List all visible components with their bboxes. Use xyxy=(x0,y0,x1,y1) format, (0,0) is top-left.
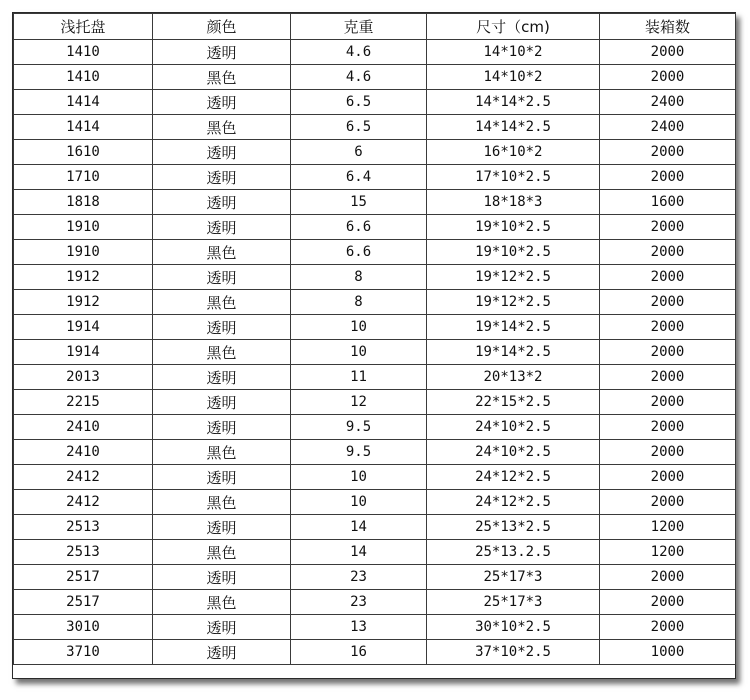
cell-size: 14*14*2.5 xyxy=(427,90,600,115)
cell-color: 黑色 xyxy=(153,65,291,90)
header-size: 尺寸（cm) xyxy=(427,14,600,40)
cell-size: 30*10*2.5 xyxy=(427,615,600,640)
cell-carton-qty: 2000 xyxy=(600,215,736,240)
cell-model: 1414 xyxy=(14,115,153,140)
cell-weight: 14 xyxy=(291,540,427,565)
cell-weight: 6.5 xyxy=(291,115,427,140)
table-row xyxy=(14,165,736,190)
cell-size: 25*17*3 xyxy=(427,565,600,590)
cell-model: 2215 xyxy=(14,390,153,415)
cell-weight: 10 xyxy=(291,315,427,340)
cell-carton-qty: 2000 xyxy=(600,365,736,390)
cell-model: 1912 xyxy=(14,265,153,290)
cell-weight: 6.4 xyxy=(291,165,427,190)
cell-color: 黑色 xyxy=(153,490,291,515)
cell-weight: 9.5 xyxy=(291,440,427,465)
cell-carton-qty: 2000 xyxy=(600,140,736,165)
table-row xyxy=(14,390,736,415)
cell-color: 透明 xyxy=(153,90,291,115)
cell-weight: 6.6 xyxy=(291,215,427,240)
cell-size: 37*10*2.5 xyxy=(427,640,600,665)
cell-weight: 6.5 xyxy=(291,90,427,115)
cell-carton-qty: 1000 xyxy=(600,640,736,665)
cell-model: 2013 xyxy=(14,365,153,390)
cell-color: 透明 xyxy=(153,640,291,665)
table-row xyxy=(14,465,736,490)
cell-size: 19*14*2.5 xyxy=(427,340,600,365)
cell-model: 2513 xyxy=(14,515,153,540)
cell-weight: 12 xyxy=(291,390,427,415)
cell-size: 24*10*2.5 xyxy=(427,415,600,440)
cell-weight: 15 xyxy=(291,190,427,215)
cell-carton-qty: 2000 xyxy=(600,165,736,190)
cell-color: 透明 xyxy=(153,615,291,640)
header-weight: 克重 xyxy=(291,14,427,40)
cell-weight: 11 xyxy=(291,365,427,390)
cell-size: 20*13*2 xyxy=(427,365,600,390)
cell-size: 14*10*2 xyxy=(427,40,600,65)
cell-weight: 6 xyxy=(291,140,427,165)
cell-weight: 8 xyxy=(291,265,427,290)
cell-color: 透明 xyxy=(153,215,291,240)
cell-color: 透明 xyxy=(153,515,291,540)
cell-color: 透明 xyxy=(153,390,291,415)
table-row xyxy=(14,115,736,140)
cell-model: 1912 xyxy=(14,290,153,315)
cell-model: 1414 xyxy=(14,90,153,115)
cell-model: 1818 xyxy=(14,190,153,215)
cell-size: 19*12*2.5 xyxy=(427,290,600,315)
cell-weight: 14 xyxy=(291,515,427,540)
cell-size: 25*13*2.5 xyxy=(427,515,600,540)
cell-carton-qty: 1200 xyxy=(600,540,736,565)
spec-table xyxy=(13,13,736,665)
cell-model: 3010 xyxy=(14,615,153,640)
cell-weight: 16 xyxy=(291,640,427,665)
table-row xyxy=(14,140,736,165)
cell-model: 1914 xyxy=(14,340,153,365)
cell-model: 1710 xyxy=(14,165,153,190)
table-row xyxy=(14,615,736,640)
cell-color: 透明 xyxy=(153,165,291,190)
cell-carton-qty: 2000 xyxy=(600,565,736,590)
cell-size: 22*15*2.5 xyxy=(427,390,600,415)
cell-size: 19*14*2.5 xyxy=(427,315,600,340)
cell-model: 1410 xyxy=(14,65,153,90)
cell-size: 14*14*2.5 xyxy=(427,115,600,140)
cell-size: 14*10*2 xyxy=(427,65,600,90)
cell-carton-qty: 2000 xyxy=(600,440,736,465)
cell-weight: 10 xyxy=(291,490,427,515)
table-row xyxy=(14,265,736,290)
cell-size: 24*12*2.5 xyxy=(427,465,600,490)
table-row xyxy=(14,515,736,540)
cell-weight: 23 xyxy=(291,565,427,590)
cell-color: 透明 xyxy=(153,265,291,290)
cell-carton-qty: 2000 xyxy=(600,615,736,640)
table-row xyxy=(14,565,736,590)
cell-color: 黑色 xyxy=(153,340,291,365)
table-row xyxy=(14,590,736,615)
cell-color: 黑色 xyxy=(153,240,291,265)
cell-carton-qty: 2000 xyxy=(600,465,736,490)
table-row xyxy=(14,240,736,265)
header-carton-qty: 装箱数 xyxy=(600,14,736,40)
cell-weight: 13 xyxy=(291,615,427,640)
cell-carton-qty: 2000 xyxy=(600,415,736,440)
cell-weight: 4.6 xyxy=(291,40,427,65)
cell-weight: 10 xyxy=(291,465,427,490)
cell-model: 3710 xyxy=(14,640,153,665)
cell-carton-qty: 2400 xyxy=(600,90,736,115)
spec-table-sheet xyxy=(12,12,736,679)
cell-model: 1910 xyxy=(14,240,153,265)
cell-size: 25*13.2.5 xyxy=(427,540,600,565)
table-row xyxy=(14,415,736,440)
cell-size: 19*10*2.5 xyxy=(427,215,600,240)
cell-color: 透明 xyxy=(153,190,291,215)
cell-size: 19*12*2.5 xyxy=(427,265,600,290)
cell-size: 25*17*3 xyxy=(427,590,600,615)
table-row xyxy=(14,440,736,465)
cell-carton-qty: 2000 xyxy=(600,40,736,65)
cell-carton-qty: 2000 xyxy=(600,65,736,90)
cell-color: 黑色 xyxy=(153,290,291,315)
cell-size: 24*10*2.5 xyxy=(427,440,600,465)
cell-model: 1910 xyxy=(14,215,153,240)
cell-weight: 23 xyxy=(291,590,427,615)
cell-size: 18*18*3 xyxy=(427,190,600,215)
cell-weight: 9.5 xyxy=(291,415,427,440)
table-row xyxy=(14,640,736,665)
cell-size: 24*12*2.5 xyxy=(427,490,600,515)
table-row xyxy=(14,490,736,515)
cell-carton-qty: 2000 xyxy=(600,340,736,365)
cell-color: 透明 xyxy=(153,140,291,165)
header-color: 颜色 xyxy=(153,14,291,40)
cell-carton-qty: 2000 xyxy=(600,390,736,415)
cell-color: 透明 xyxy=(153,40,291,65)
cell-color: 黑色 xyxy=(153,590,291,615)
table-row xyxy=(14,365,736,390)
cell-carton-qty: 1200 xyxy=(600,515,736,540)
cell-carton-qty: 2000 xyxy=(600,290,736,315)
cell-model: 1914 xyxy=(14,315,153,340)
table-row xyxy=(14,215,736,240)
cell-weight: 10 xyxy=(291,340,427,365)
cell-size: 16*10*2 xyxy=(427,140,600,165)
header-model: 浅托盘 xyxy=(14,14,153,40)
cell-model: 2513 xyxy=(14,540,153,565)
cell-weight: 8 xyxy=(291,290,427,315)
cell-weight: 6.6 xyxy=(291,240,427,265)
table-row xyxy=(14,40,736,65)
cell-model: 2410 xyxy=(14,415,153,440)
cell-model: 2412 xyxy=(14,490,153,515)
table-row xyxy=(14,65,736,90)
cell-carton-qty: 2000 xyxy=(600,490,736,515)
cell-carton-qty: 2000 xyxy=(600,315,736,340)
cell-color: 透明 xyxy=(153,415,291,440)
table-row xyxy=(14,315,736,340)
cell-model: 2517 xyxy=(14,590,153,615)
cell-carton-qty: 2000 xyxy=(600,590,736,615)
cell-weight: 4.6 xyxy=(291,65,427,90)
table-row xyxy=(14,340,736,365)
table-header-row xyxy=(14,14,736,40)
cell-carton-qty: 2400 xyxy=(600,115,736,140)
cell-model: 2517 xyxy=(14,565,153,590)
cell-size: 19*10*2.5 xyxy=(427,240,600,265)
cell-carton-qty: 1600 xyxy=(600,190,736,215)
cell-color: 透明 xyxy=(153,565,291,590)
cell-color: 黑色 xyxy=(153,115,291,140)
cell-model: 1410 xyxy=(14,40,153,65)
table-row xyxy=(14,90,736,115)
table-body xyxy=(14,40,736,665)
cell-carton-qty: 2000 xyxy=(600,265,736,290)
cell-model: 1610 xyxy=(14,140,153,165)
cell-model: 2412 xyxy=(14,465,153,490)
cell-color: 黑色 xyxy=(153,540,291,565)
cell-carton-qty: 2000 xyxy=(600,240,736,265)
cell-model: 2410 xyxy=(14,440,153,465)
cell-size: 17*10*2.5 xyxy=(427,165,600,190)
cell-color: 透明 xyxy=(153,365,291,390)
cell-color: 透明 xyxy=(153,315,291,340)
cell-color: 黑色 xyxy=(153,440,291,465)
table-row xyxy=(14,540,736,565)
table-row xyxy=(14,290,736,315)
cell-color: 透明 xyxy=(153,465,291,490)
table-row xyxy=(14,190,736,215)
